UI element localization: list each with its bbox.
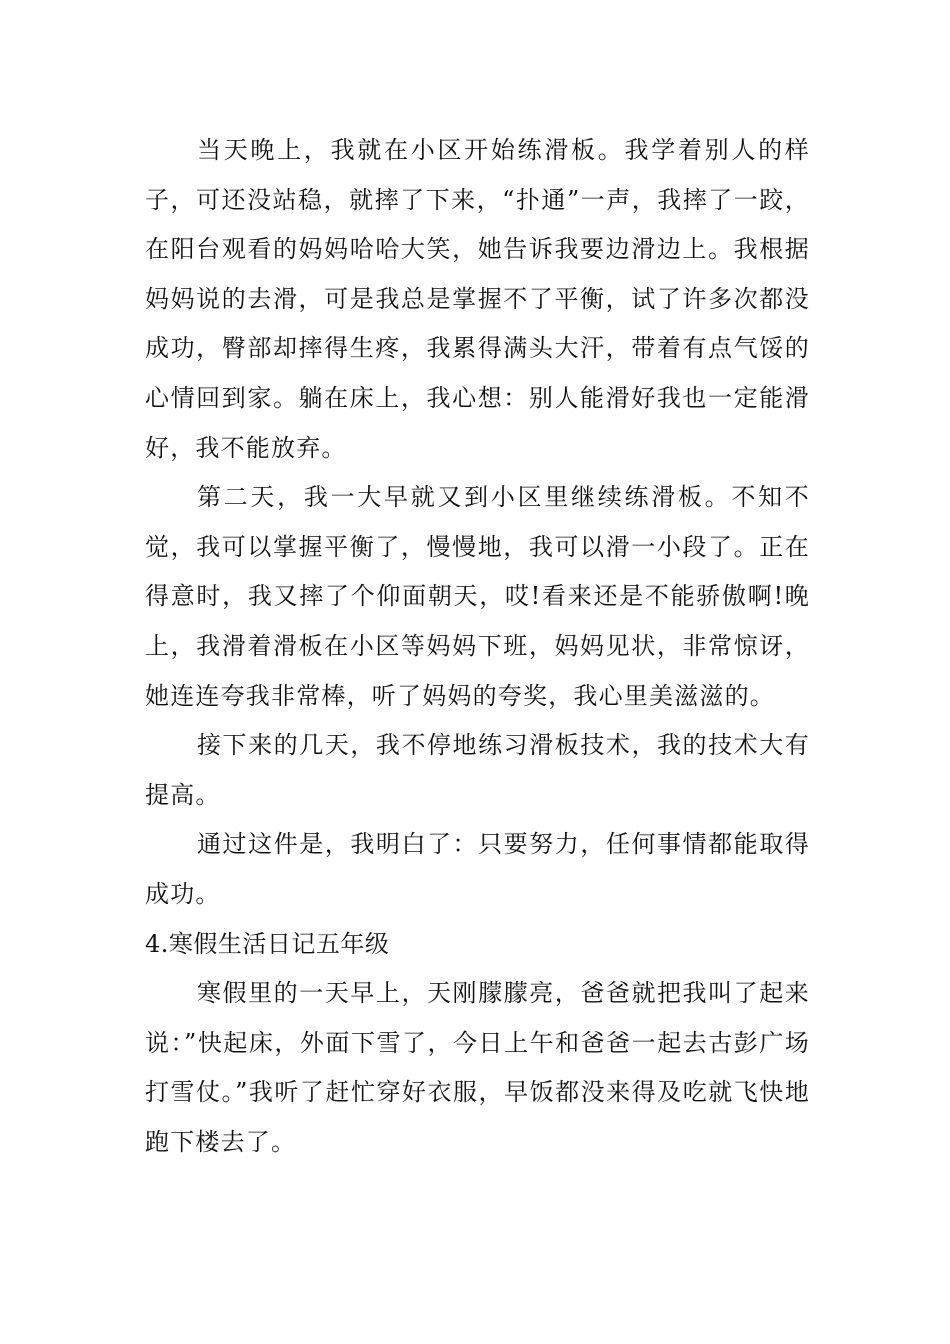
section-heading: 4.寒假生活日记五年级 — [145, 929, 390, 958]
paragraph-winter-morning: 寒假里的一天早上，天刚朦朦亮，爸爸就把我叫了起来说：”快起床，外面下雪了，今日上午和爸爸一起去古彭广场打雪仗。”我听了赶忙穿好衣服，早饭都没来得及吃就飞快地跑下楼去了。 — [145, 979, 810, 1156]
paragraph-skateboard-second-day: 第二天，我一大早就又到小区里继续练滑板。不知不觉，我可以掌握平衡了，慢慢地，我可以滑一小段了。正在得意时，我又摔了个仰面朝天，哎!看来还是不能骄傲啊!晚上，我滑着滑板在小区等妈妈下班，妈妈见状，非常惊讶，她连连夸我非常棒，听了妈妈的夸奖，我心里美滋滋的。 — [145, 483, 810, 710]
paragraph-lesson-learned: 通过这件是，我明白了：只要努力，任何事情都能取得成功。 — [145, 830, 810, 908]
paragraph-following-days: 接下来的几天，我不停地练习滑板技术，我的技术大有提高。 — [145, 731, 810, 809]
paragraph-skateboard-first-night: 当天晚上，我就在小区开始练滑板。我学着别人的样子，可还没站稳，就摔了下来，“扑通”一声，我摔了一跤，在阳台观看的妈妈哈哈大笑，她告诉我要边滑边上。我根据妈妈说的去滑，可是我总是掌握不了平衡，试了许多次都没成功，臀部却摔得生疼，我累得满头大汗，带着有点气馁的心情回到家。躺在床上，我心想：别人能滑好我也一定能滑好，我不能放弃。 — [145, 136, 810, 462]
document-page — [145, 126, 810, 1167]
